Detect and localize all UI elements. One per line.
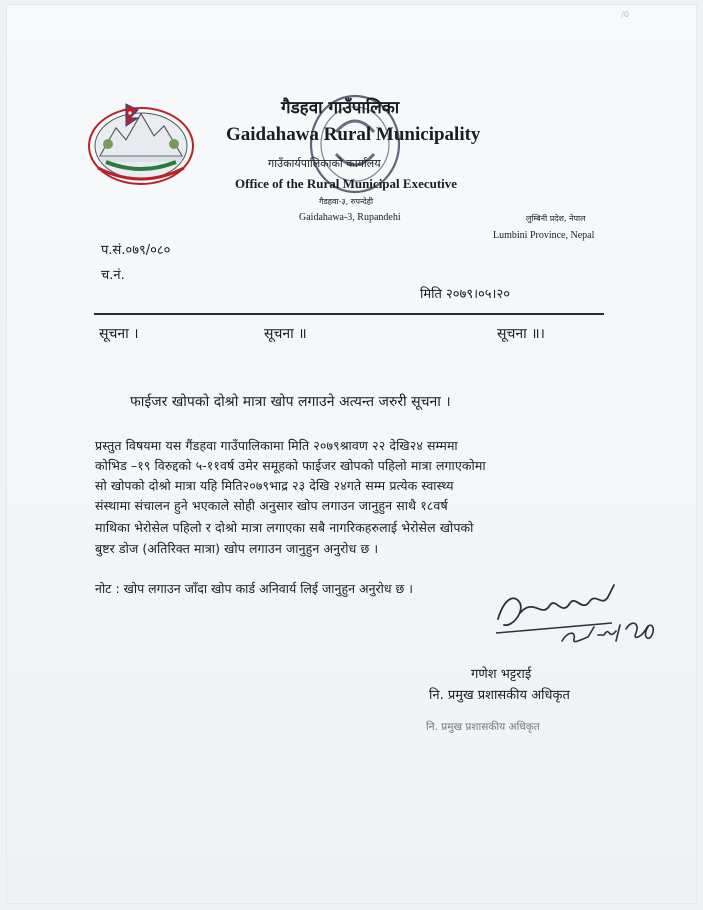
signatory-name: गणेश भट्टराई	[471, 667, 532, 682]
header-divider	[94, 313, 604, 315]
address-english: Gaidahawa-3, Rupandehi	[299, 212, 401, 223]
notice-label-1: सूचना ।	[99, 326, 139, 342]
office-name-english: Office of the Rural Municipal Executive	[235, 176, 458, 191]
notice-label-2: सूचना ॥	[264, 326, 307, 342]
notice-label-3: सूचना ॥।	[497, 326, 545, 342]
address-nepali: गैडहवा-३, रुपन्देही	[319, 197, 374, 206]
body-line: प्रस्तुत विषयमा यस गैंडहवा गाउँपालिकामा मिति २०७९श्रावण २२ देखि२४ सम्ममा	[95, 438, 458, 453]
reference-number: प.सं.०७९/०८०	[101, 243, 171, 258]
province-nepali: लुम्बिनी प्रदेश, नेपाल	[526, 214, 586, 223]
dispatch-number: च.नं.	[101, 268, 125, 283]
document-page	[6, 4, 697, 904]
signatory-stamp: नि. प्रमुख प्रशासकीय अधिकृत	[426, 721, 540, 733]
scan-mark: /0	[621, 10, 629, 19]
municipality-name-nepali: गैडहवा गाउँपालिका	[281, 98, 400, 118]
body-line: कोभिड –१९ विरुद्दको ५-११वर्ष उमेर समूहको फाईजर खोपको पहिलो मात्रा लगाएकोमा	[95, 458, 486, 473]
notice-subject: फाईजर खोपको दोश्रो मात्रा खोप लगाउने अत्यन्त जरुरी सूचना ।	[130, 394, 451, 410]
body-line: माथिका भेरोसेल पहिलो र दोश्रो मात्रा लगाएका सबै नागरिकहरुलाई भेरोसेल खोपको	[95, 520, 474, 535]
nepal-emblem-icon	[86, 96, 196, 188]
document-date: मिति २०७९।०५।२०	[420, 287, 510, 302]
province-english: Lumbini Province, Nepal	[493, 230, 595, 241]
note-text: नोट : खोप लगाउन जाँदा खोप कार्ड अनिवार्य लिई जानुहुन अनुरोध छ ।	[95, 581, 414, 596]
signatory-title: नि. प्रमुख प्रशासकीय अधिकृत	[429, 688, 570, 703]
municipality-name-english: Gaidahawa Rural Municipality	[226, 124, 481, 145]
handwritten-signature	[490, 579, 660, 654]
body-line: सो खोपको दोश्रो मात्रा यहि मिति२०७९भाद्र २३ देखि २४गते सम्म प्रत्येक स्वास्थ्य	[95, 478, 454, 493]
body-line: बुष्टर डोज (अतिरिक्त मात्रा) खोप लगाउन जानुहुन अनुरोध छ ।	[95, 541, 379, 556]
body-line: संस्थामा संचालन हुने भएकाले सोही अनुसार खोप लगाउन जानुहुन साथै १८वर्ष	[95, 498, 448, 513]
office-name-nepali: गाउँकार्यपालिकाको कार्यालय	[268, 157, 381, 170]
